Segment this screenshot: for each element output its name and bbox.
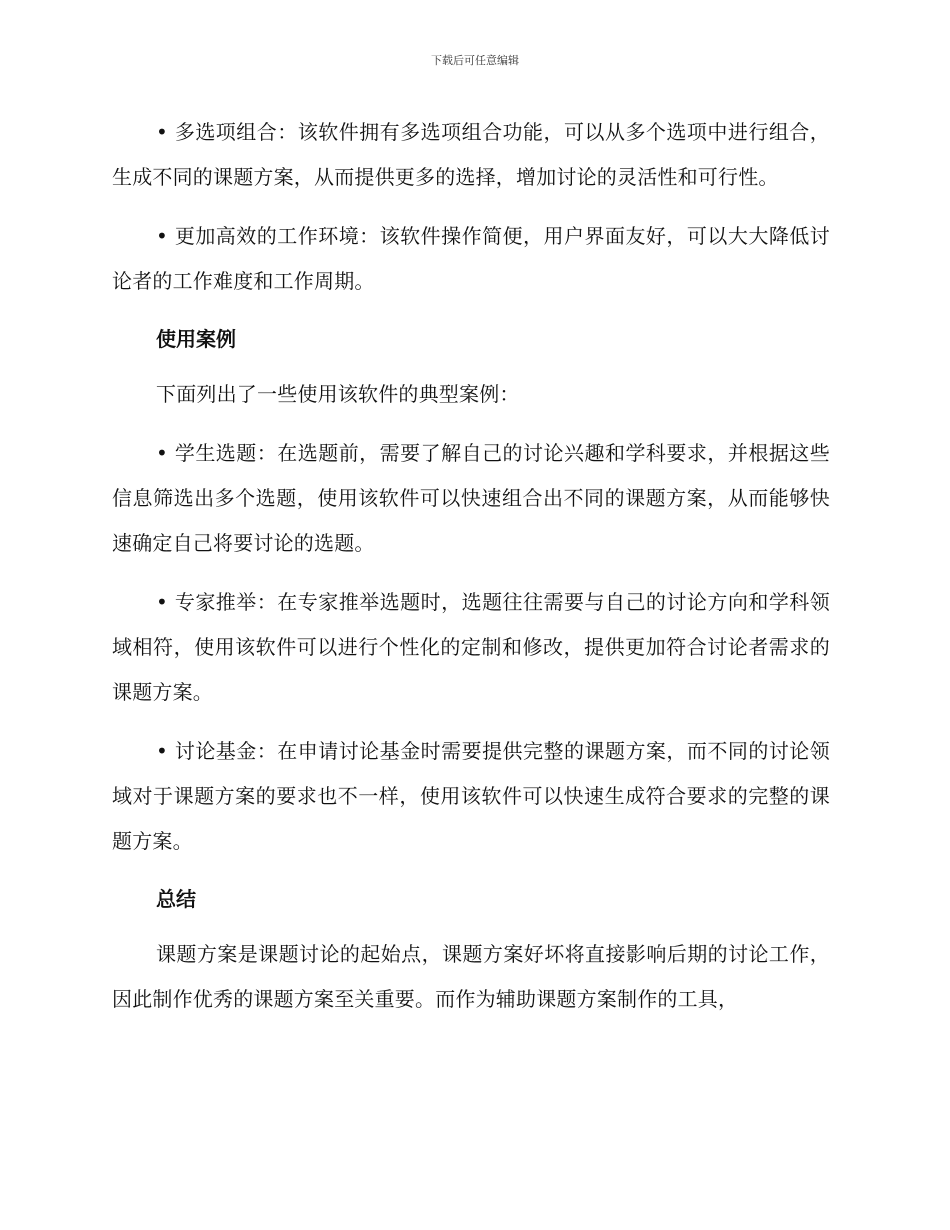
- use-cases-intro: 下面列出了一些使用该软件的典型案例：: [156, 382, 520, 406]
- bullet-research-fund: • 讨论基金：在申请讨论基金时需要提供完整的课题方案，而不同的讨论领域对于课题方案的要求也不一样，使用该软件可以快速生成符合要求的完整的课题方案。: [112, 739, 830, 853]
- section-heading-summary: 总结: [156, 887, 196, 911]
- bullet-expert-recommend: • 专家推举：在专家推举选题时，选题往往需要与自己的讨论方向和学科领域相符，使用该软件可以进行个性化的定制和修改，提供更加符合讨论者需求的课题方案。: [112, 590, 830, 704]
- summary-paragraph: 课题方案是课题讨论的起始点，课题方案好坏将直接影响后期的讨论工作，因此制作优秀的课题方案至关重要。而作为辅助课题方案制作的工具，: [112, 942, 830, 1011]
- page-header: 下载后可任意编辑: [431, 54, 519, 67]
- bullet-efficient-environment: • 更加高效的工作环境：该软件操作简便，用户界面友好，可以大大降低讨论者的工作难度和工作周期。: [112, 224, 830, 293]
- bullet-student-topic: • 学生选题：在选题前，需要了解自己的讨论兴趣和学科要求，并根据这些信息筛选出多个选题，使用该软件可以快速组合出不同的课题方案，从而能够快速确定自己将要讨论的选题。: [112, 441, 830, 555]
- document-body: [112, 110, 830, 1036]
- bullet-multi-option: • 多选项组合：该软件拥有多选项组合功能，可以从多个选项中进行组合，生成不同的课题方案，从而提供更多的选择，增加讨论的灵活性和可行性。: [112, 120, 830, 189]
- section-heading-use-cases: 使用案例: [156, 327, 236, 351]
